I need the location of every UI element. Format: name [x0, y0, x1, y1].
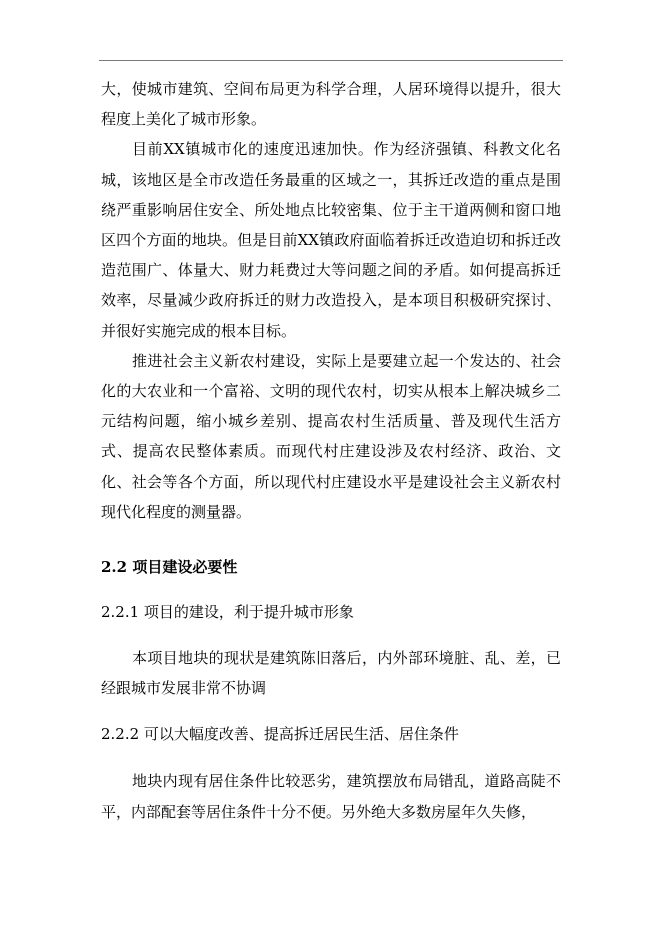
- header-rule: [99, 60, 563, 61]
- subsection-heading-2-2-1: 2.2.1 项目的建设，利于提升城市形象: [101, 603, 354, 622]
- paragraph-new-countryside: 推进社会主义新农村建设，实际上是要建立起一个发达的、社会化的大农业和一个富裕、文明的现代农村，切实从根本上解决城乡二元结构问题，缩小城乡差别、提高农村生活质量、普及现代生活方式、提高农民整体素质。而现代村庄建设涉及农村经济、政治、文化、社会等各个方面，所以现代村庄建设水平是建设社会主义新农村现代化程度的测量器。: [101, 351, 561, 521]
- subsection-heading-2-2-2: 2.2.2 可以大幅度改善、提高拆迁居民生活、居住条件: [101, 725, 459, 744]
- paragraph-continuation: 大，使城市建筑、空间布局更为科学合理，人居环境得以提升，很大程度上美化了城市形象。: [101, 80, 561, 129]
- section-heading: 2.2 项目建设必要性: [101, 558, 238, 577]
- document-body: [101, 74, 561, 827]
- paragraph-urbanization: 目前XX镇城市化的速度迅速加快。作为经济强镇、科教文化名城，该地区是全市改造任务最重的区域之一，其拆迁改造的重点是围绕严重影响居住安全、所处地点比较密集、位于主干道两侧和窗口地区四个方面的地块。但是目前XX镇政府面临着拆迁改造迫切和拆迁改造范围广、体量大、财力耗费过大等问题之间的矛盾。如何提高拆迁效率，尽量减少政府拆迁的财力改造投入，是本项目积极研究探讨、并很好实施完成的根本目标。: [101, 140, 561, 340]
- paragraph-2-2-2: 地块内现有居住条件比较恶劣，建筑摆放布局错乱，道路高陡不平，内部配套等居住条件十分不便。另外绝大多数房屋年久失修，: [101, 772, 561, 821]
- paragraph-2-2-1: 本项目地块的现状是建筑陈旧落后，内外部环境脏、乱、差，已经跟城市发展非常不协调: [101, 649, 561, 698]
